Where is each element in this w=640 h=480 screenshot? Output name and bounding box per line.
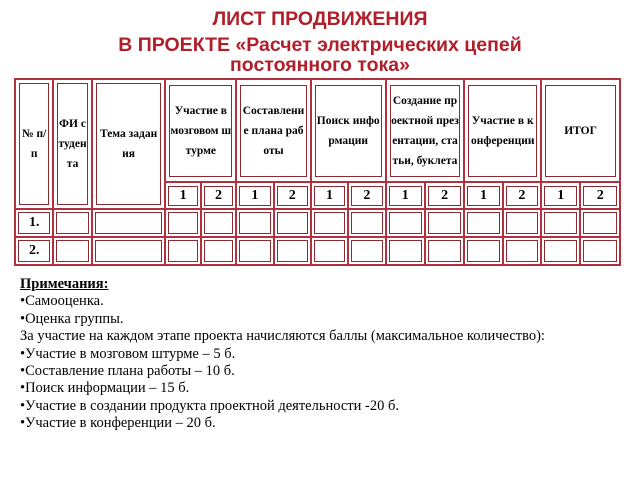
note-intro: За участие на каждом этапе проекта начисляются баллы (максимальное количество): (20, 328, 545, 345)
notes-heading: Примечания: (20, 276, 109, 292)
header-search: Поиск информации (311, 79, 386, 182)
table-row (15, 209, 620, 237)
sub-conference-2: 2 (503, 182, 541, 209)
sub-create-2: 2 (425, 182, 464, 209)
note-search: • Поиск информации – 15 б. (20, 380, 620, 397)
note-self-assessment: • Самооценка. (20, 293, 620, 310)
sub-conference-1: 1 (464, 182, 502, 209)
row-number: 2. (15, 237, 53, 265)
table-row (15, 237, 620, 265)
sub-brainstorm-1: 1 (165, 182, 200, 209)
header-num: № п/п (15, 79, 53, 209)
sub-plan-2: 2 (274, 182, 311, 209)
progress-table (14, 78, 621, 266)
note-create: • Участие в создании продукта проектной деятельности -20 б. (20, 398, 620, 415)
sub-create-1: 1 (386, 182, 425, 209)
note-conference: • Участие в конференции – 20 б. (20, 415, 620, 432)
header-create: Создание проектной презентации, статьи, буклета (386, 79, 465, 182)
note-brainstorm: • Участие в мозговом штурме – 5 б. (20, 346, 620, 363)
title-line-1: ЛИСТ ПРОДВИЖЕНИЯ (212, 8, 428, 30)
header-conference: Участие в конференции (464, 79, 541, 182)
sub-brainstorm-2: 2 (201, 182, 236, 209)
header-topic: Тема задания (92, 79, 166, 209)
title-line-2: В ПРОЕКТЕ «Расчет электрических цепей (118, 34, 522, 56)
note-plan: • Составление плана работы – 10 б. (20, 363, 620, 380)
page-title (0, 6, 640, 78)
header-total: ИТОГ (541, 79, 620, 182)
header-plan: Составление плана работы (236, 79, 311, 182)
header-student: ФИ студента (53, 79, 91, 209)
sub-search-1: 1 (311, 182, 348, 209)
sub-total-1: 1 (541, 182, 580, 209)
row-number: 1. (15, 209, 53, 237)
sub-total-2: 2 (580, 182, 620, 209)
header-brainstorm: Участие в мозговом штурме (165, 79, 236, 182)
title-line-3: постоянного тока» (230, 54, 410, 76)
sub-search-2: 2 (348, 182, 385, 209)
notes-section (20, 276, 620, 433)
note-group-assessment: • Оценка группы. (20, 311, 620, 328)
sub-plan-1: 1 (236, 182, 273, 209)
header-row (15, 79, 620, 182)
